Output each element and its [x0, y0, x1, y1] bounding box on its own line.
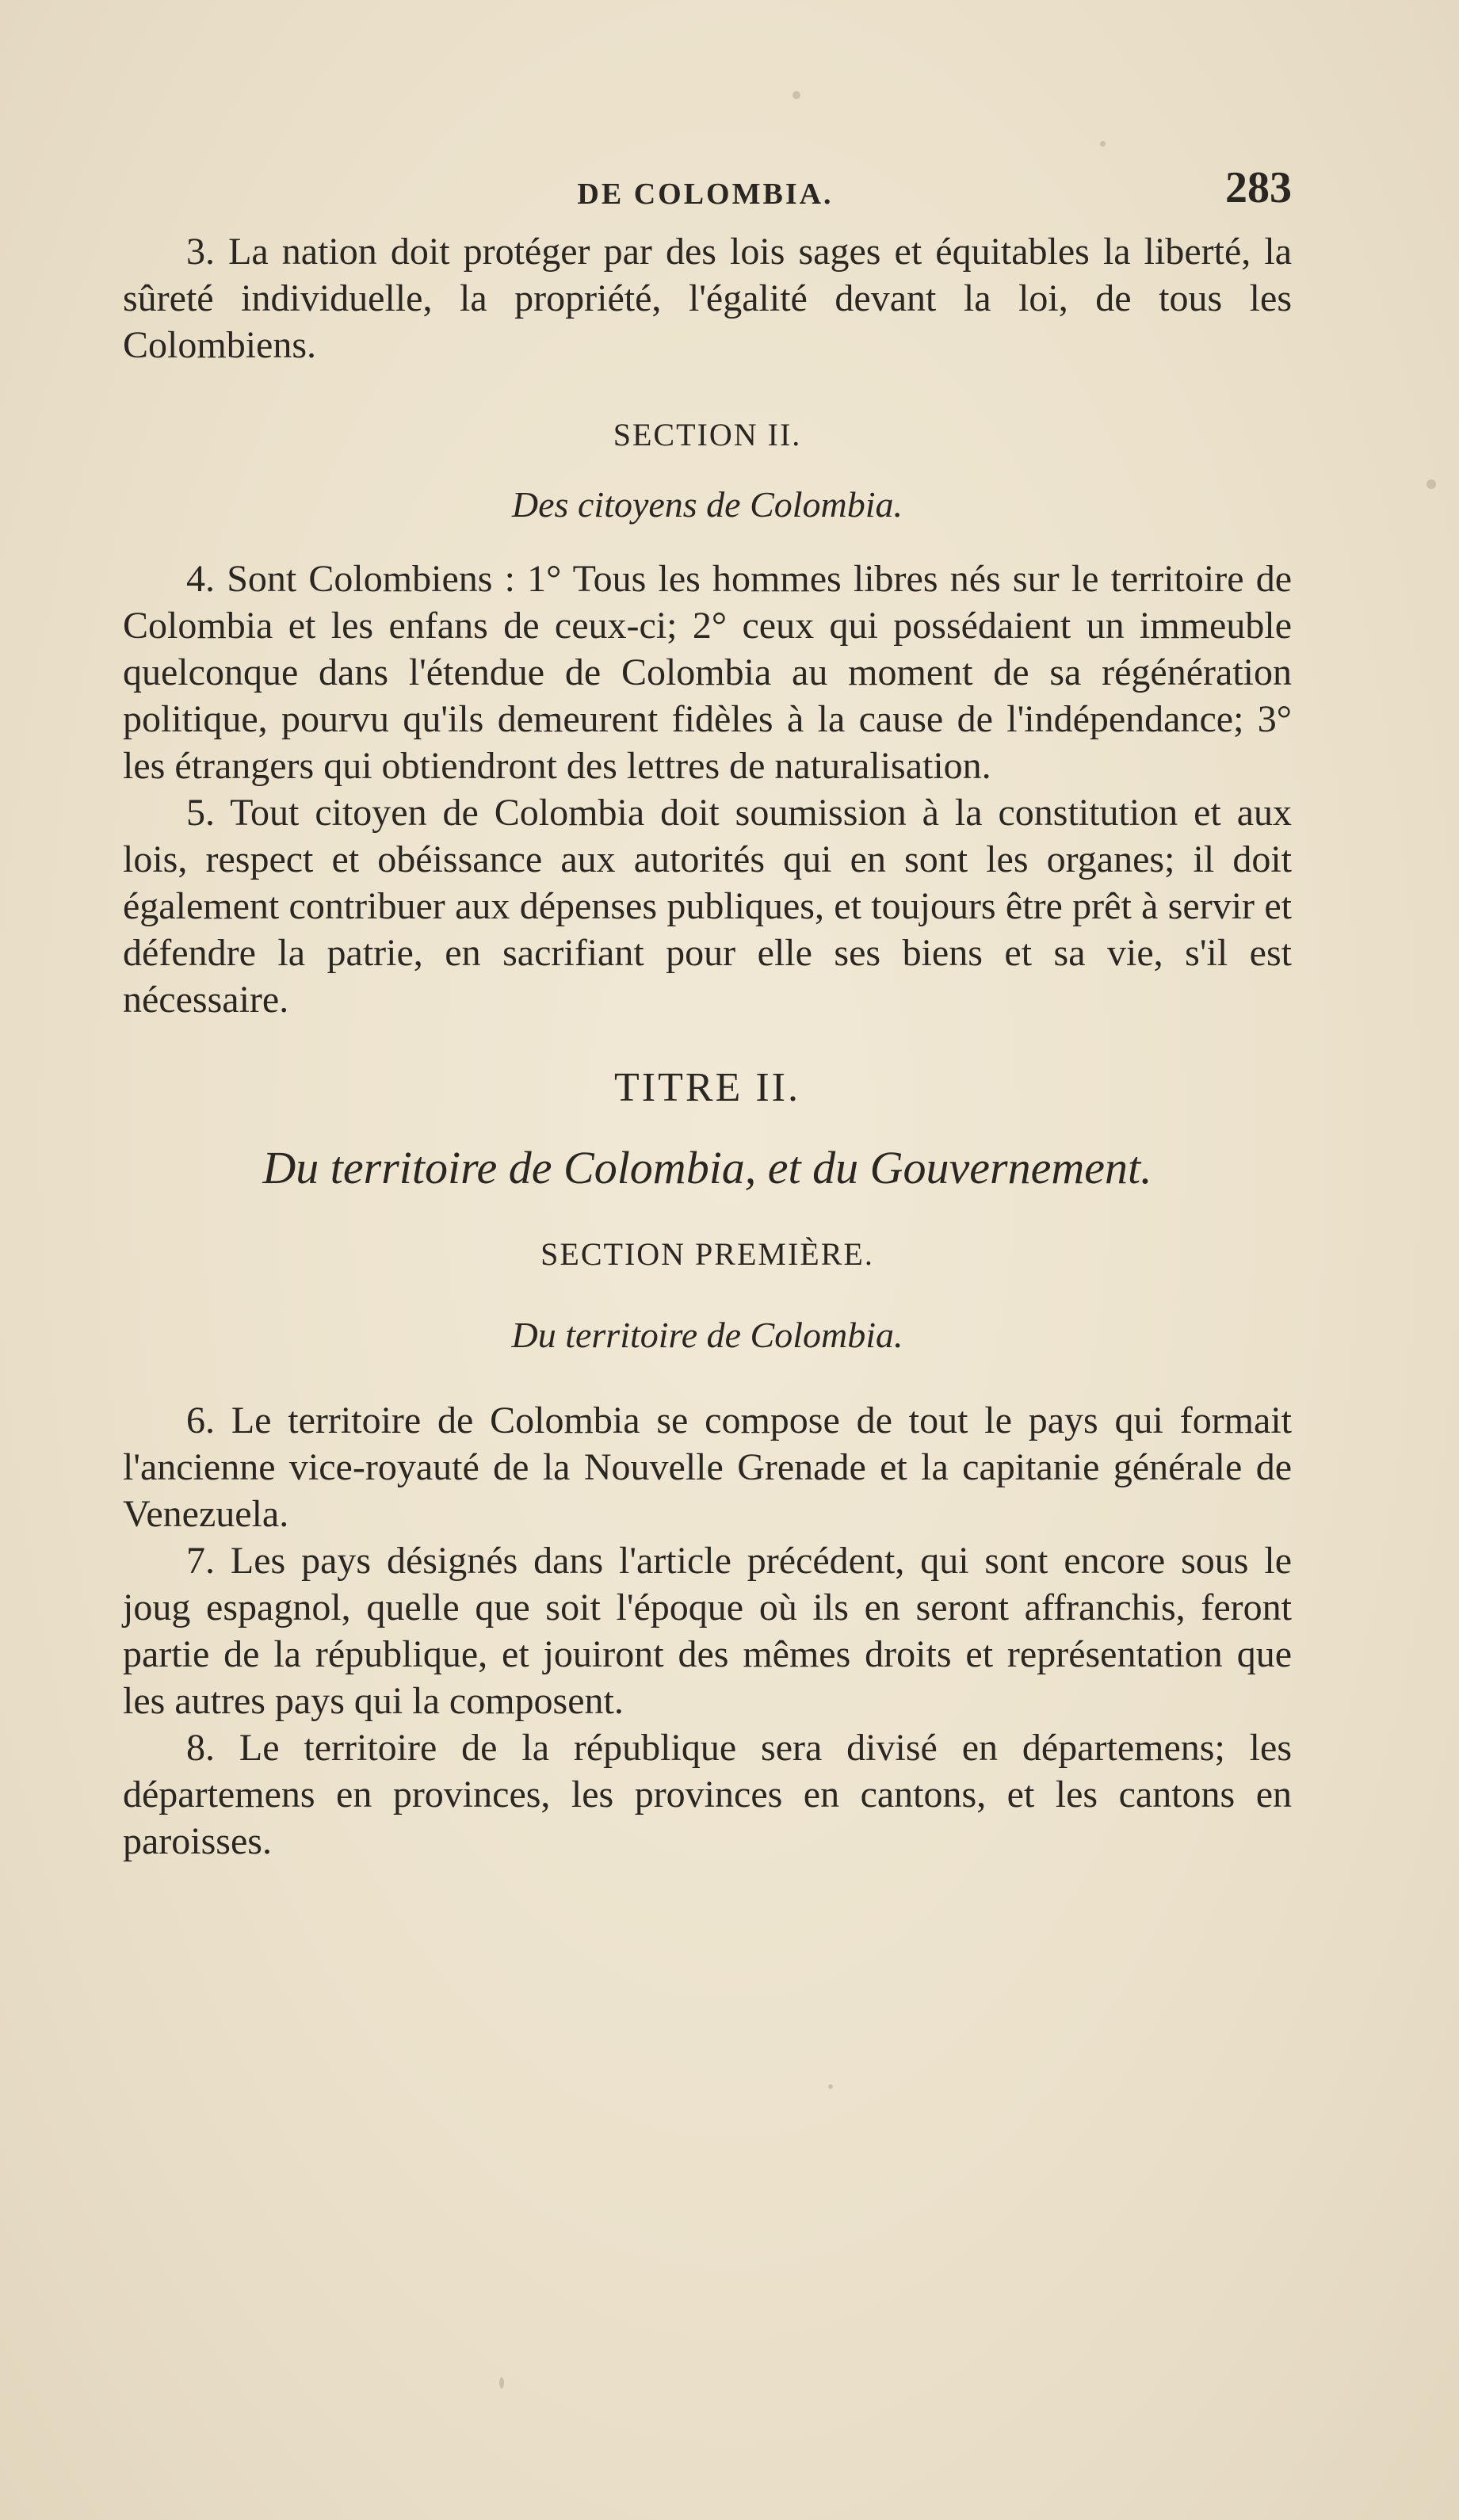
running-head: [119, 162, 1292, 226]
section-1-subtitle: Du territoire de Colombia.: [511, 1315, 903, 1355]
paper-speck: [499, 2377, 504, 2388]
paper-speck: [1427, 479, 1436, 489]
article-8: 8. Le territoire de la république sera divisé en départemens; les départemens en provinces, les provinces en cantons, et les cantons en paroisses.: [123, 1727, 1292, 1862]
section-2-heading: SECTION II.: [613, 417, 802, 452]
paper-speck: [793, 91, 800, 99]
section-1-heading: SECTION PREMIÈRE.: [540, 1236, 874, 1272]
article-5: 5. Tout citoyen de Colombia doit soumission à la constitution et aux lois, respect et obéissance aux autorités qui en sont les organes; il doit également contribuer aux dépenses publiques, et toujours être prêt à servir et défendre la patrie, en sacrifiant pour elle ses biens et sa vie, s'il est nécessaire.: [123, 792, 1292, 1021]
article-4: 4. Sont Colombiens : 1° Tous les hommes libres nés sur le territoire de Colombia et les enfans de ceux-ci; 2° ceux qui possédaient un immeuble quelconque dans l'étendue de Colombia au moment de sa régénération politique, pourvu qu'ils demeurent fidèles à la cause de l'indépendance; 3° les étrangers qui obtiendront des lettres de naturalisation.: [123, 558, 1292, 787]
body-text: [123, 228, 1292, 1865]
title-2-heading: TITRE II.: [614, 1065, 800, 1110]
title-2-subtitle: Du territoire de Colombia, et du Gouvernement.: [262, 1142, 1152, 1193]
paper-speck: [1100, 141, 1106, 147]
section-2-subtitle: Des citoyens de Colombia.: [511, 484, 903, 525]
article-6: 6. Le territoire de Colombia se compose de tout le pays qui formait l'ancienne vice-royauté de la Nouvelle Grenade et la capitanie générale de Venezuela.: [123, 1399, 1292, 1535]
article-7: 7. Les pays désignés dans l'article précédent, qui sont encore sous le joug espagnol, quelle que soit l'époque où ils en seront affranchis, feront partie de la république, et jouiront des mêmes droits et représentation que les autres pays qui la composent.: [123, 1540, 1292, 1722]
running-title: DE COLOMBIA.: [577, 178, 834, 211]
article-3: 3. La nation doit protéger par des lois sages et équitables la liberté, la sûreté individuelle, la propriété, l'égalité devant la loi, de tous les Colombiens.: [123, 231, 1292, 366]
page-number: 283: [1225, 163, 1292, 212]
paper-speck: [828, 2084, 833, 2089]
